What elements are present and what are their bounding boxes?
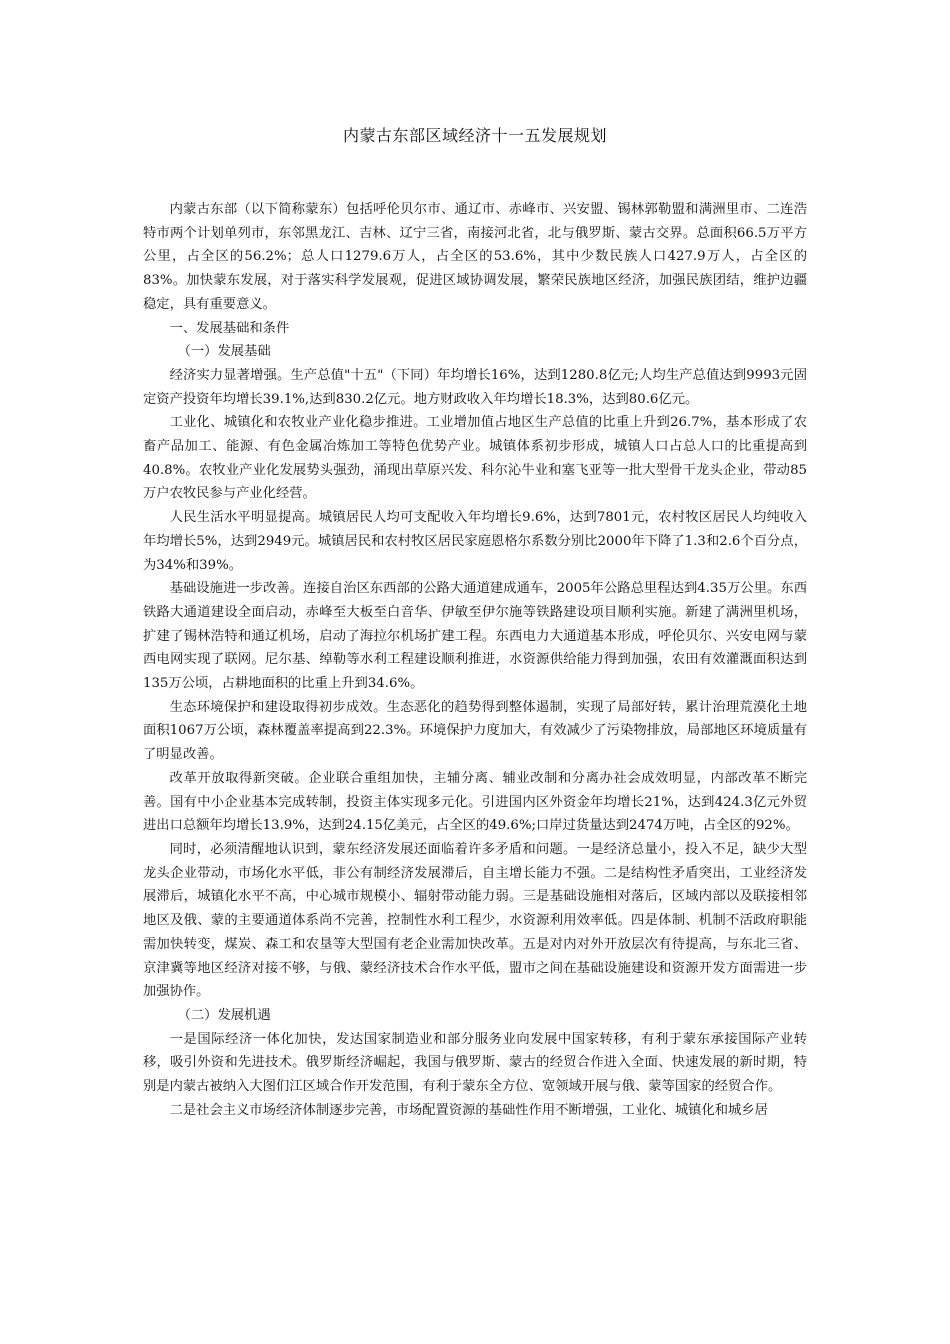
body-paragraph: 经济实力显著增强。生产总值"十五"（下同）年均增长16%，达到1280.8亿元;人均生产总值达到9993元固定资产投资年均增长39.1%,达到830.2亿元。地方财政收入年均增长18.3%，达到80.6亿元。 <box>143 367 807 407</box>
body-paragraph: 一是国际经济一体化加快，发达国家制造业和部分服务业向发展中国家转移，有利于蒙东承接国际产业转移，吸引外资和先进技术。俄罗斯经济崛起，我国与俄罗斯、蒙古的经贸合作进入全面、快速发展的新时期，特别是内蒙古被纳入大图们江区域合作开发范围，有利于蒙东全方位、宽领域开展与俄、蒙等国家的经贸合作。 <box>143 1031 807 1095</box>
subsection-heading: （一）发展基础 <box>177 344 271 360</box>
body-paragraph: 人民生活水平明显提高。城镇居民人均可支配收入年均增长9.6%，达到7801元，农村牧区居民人均纯收入年均增长5%，达到2949元。城镇居民和农村牧区居民家庭恩格尔系数分别比2000年下降了1.3和2.6个百分点，为34%和39%。 <box>143 510 807 573</box>
document-body <box>143 198 807 1122</box>
body-paragraph: 二是社会主义市场经济体制逐步完善，市场配置资源的基础性作用不断增强，工业化、城镇化和城乡居 <box>169 1102 768 1118</box>
document-title: 内蒙古东部区域经济十一五发展规划 <box>342 126 607 145</box>
section-heading: 一、发展基础和条件 <box>169 320 290 336</box>
body-paragraph: 同时，必须清醒地认识到，蒙东经济发展还面临着许多矛盾和问题。一是经济总量小，投入不足，缺少大型龙头企业带动，市场化水平低，非公有制经济发展滞后，自主增长能力不强。二是结构性矛盾突出，工业经济发展滞后，城镇化水平不高，中心城市规模小、辐射带动能力弱。三是基础设施相对落后，区域内部以及联接相邻地区及俄、蒙的主要通道体系尚不完善，控制性水利工程少，水资源利用效率低。四是体制、机制不活政府职能需加快转变，煤炭、森工和农垦等大型国有老企业需加快改革。五是对内对外开放层次有待提高，与东北三省、京津冀等地区经济对接不够，与俄、蒙经济技术合作水平低，盟市之间在基础设施建设和资源开发方面需进一步加强协作。 <box>143 841 807 1000</box>
body-paragraph: 内蒙古东部（以下简称蒙东）包括呼伦贝尔市、通辽市、赤峰市、兴安盟、锡林郭勒盟和满洲里市、二连浩特市两个计划单列市，东邻黑龙江、吉林、辽宁三省，南接河北省，北与俄罗斯、蒙古交界。总面积66.5万平方公里，占全区的56.2%；总人口1279.6万人，占全区的53.6%，其中少数民族人口427.9万人，占全区的83%。加快蒙东发展，对于落实科学发展观，促进区域协调发展，繁荣民族地区经济，加强民族团结，维护边疆稳定，具有重要意义。 <box>143 202 807 312</box>
body-paragraph: 工业化、城镇化和农牧业产业化稳步推进。工业增加值占地区生产总值的比重上升到26.7%，基本形成了农畜产品加工、能源、有色金属冶炼加工等特色优势产业。城镇体系初步形成，城镇人口占总人口的比重提高到40.8%。农牧业产业化发展势头强劲，涌现出草原兴发、科尔沁牛业和塞飞亚等一批大型骨干龙头企业，带动85万户农牧民参与产业化经营。 <box>143 415 807 502</box>
body-paragraph: 生态环境保护和建设取得初步成效。生态恶化的趋势得到整体遏制，实现了局部好转，累计治理荒漠化土地面积1067万公顷，森林覆盖率提高到22.3%。环境保护力度加大，有效减少了污染物排放，局部地区环境质量有了明显改善。 <box>143 699 807 763</box>
body-paragraph: 改革开放取得新突破。企业联合重组加快，主辅分离、辅业改制和分离办社会成效明显，内部改革不断完善。国有中小企业基本完成转制，投资主体实现多元化。引进国内区外资金年均增长21%，达到424.3亿元外贸进出口总额年均增长13.9%，达到24.15亿美元，占全区的49.6%;口岸过货量达到2474万吨，占全区的92%。 <box>143 770 807 834</box>
subsection-heading: （二）发展机遇 <box>177 1007 271 1023</box>
body-paragraph: 基础设施进一步改善。连接自治区东西部的公路大通道建成通车，2005年公路总里程达到4.35万公里。东西铁路大通道建设全面启动，赤峰至大板至白音华、伊敏至伊尔施等铁路建设项目顺利实施。新建了满洲里机场，扩建了锡林浩特和通辽机场，启动了海拉尔机场扩建工程。东西电力大通道基本形成，呼伦贝尔、兴安电网与蒙西电网实现了联网。尼尔基、绰勒等水利工程建设顺利推进，水资源供给能力得到加强，农田有效灌溉面积达到135万公顷，占耕地面积的比重上升到34.6%。 <box>143 581 807 692</box>
